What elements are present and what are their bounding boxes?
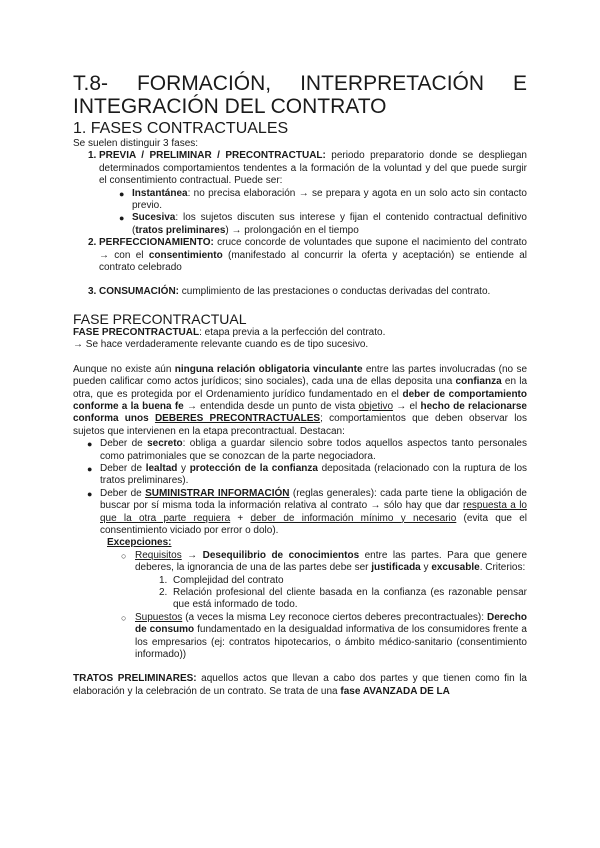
subitem-term: Instantánea xyxy=(132,187,188,199)
exceptions-block xyxy=(85,537,527,661)
section-heading-fases: 1. FASES CONTRACTUALES xyxy=(73,120,289,137)
duty-text: y xyxy=(177,462,190,474)
list-item-supuestos xyxy=(121,612,527,662)
exceptions-label-text: Excepciones: xyxy=(107,537,172,549)
exception-text: (a veces la misma Ley reconoce ciertos deberes precontractuales): xyxy=(182,611,487,623)
para-bold: confianza xyxy=(455,376,502,388)
section-intro: Se suelen distinguir 3 fases: xyxy=(73,138,199,149)
exception-text: entre las partes. Para que genere deberes, la ignorancia de una de las partes debe ser xyxy=(135,549,528,574)
bullet-icon: ● xyxy=(87,439,93,450)
definition-note: → Se hace verdaderamente relevante cuando es de tipo sucesivo. xyxy=(73,339,369,351)
phase-term: CONSUMACIÓN: xyxy=(99,286,179,298)
list-item-phase-1 xyxy=(73,150,527,187)
para-bold-underline: DEBERES PRECONTRACTUALES xyxy=(154,413,321,425)
main-paragraph xyxy=(73,364,527,438)
spacer xyxy=(73,299,527,311)
tratos-term: TRATOS PRELIMINARES: xyxy=(73,673,197,685)
list-number: 2. xyxy=(88,237,97,249)
tratos-bold: fase AVANZADA DE LA xyxy=(340,685,450,697)
para-bold: ninguna relación obligatoria vinculante xyxy=(174,363,363,375)
para-text: en la otra, que es protegida por el Ordenamiento jurídico fundamentado en el xyxy=(73,376,528,400)
criteria-number: 2. xyxy=(159,587,168,598)
para-bold: hecho de relacionarse conforma unos xyxy=(73,400,527,425)
duty-text: (reglas generales): cada parte tiene la obligación de buscar por sí misma toda la información relativa al contrato → sólo hay que dar xyxy=(100,487,527,512)
exception-text: fundamentado en la desigualdad informativa de los consumidores frente a los empresarios (ej: contratos hipotecarios, o ámbito médico-sanitario (consentimiento informado)) xyxy=(135,624,527,661)
list-item-requisitos xyxy=(121,550,527,612)
bullet-icon: ● xyxy=(87,488,93,499)
exception-bold: justificada xyxy=(371,562,421,574)
duty-text: : obliga a guardar silencio sobre todos aquellos aspectos tanto personales como patrimoniales que se conozcan de la parte negociadora. xyxy=(100,438,527,462)
spacer xyxy=(73,352,527,364)
spacer xyxy=(73,661,527,673)
para-text: ; comportamientos que deben observar los sujetos que intervienen en la etapa precontractual. Destacan: xyxy=(73,413,527,437)
definition xyxy=(73,327,527,339)
spacer xyxy=(73,274,527,286)
duty-bold-underline: SUMINISTRAR INFORMACIÓN xyxy=(145,487,290,499)
document-content xyxy=(73,72,527,698)
duties-list xyxy=(85,438,527,661)
list-item-lealtad xyxy=(85,463,527,488)
list-item-sucesiva xyxy=(117,212,527,237)
phase-bold: consentimiento xyxy=(148,249,223,261)
list-item-informacion xyxy=(85,488,527,538)
criteria-text: Relación profesional del cliente basada en la confianza (es razonable pensar que está informado de todo. xyxy=(173,587,527,611)
duty-text: Deber de xyxy=(100,487,146,499)
list-number: 1. xyxy=(88,150,97,162)
exception-underline: Requisitos xyxy=(135,549,182,561)
exception-underline: Supuestos xyxy=(135,611,183,623)
list-number: 3. xyxy=(88,286,97,298)
circle-bullet-icon: ○ xyxy=(121,550,127,561)
para-bold: deber de comportamiento conforme a la buena fe xyxy=(73,388,527,412)
phase-text: cruce concorde de voluntades que supone el nacimiento del contrato → con el xyxy=(99,237,527,261)
duty-bold: secreto xyxy=(147,438,183,450)
para-underline: objetivo xyxy=(358,400,394,412)
criteria-item xyxy=(159,575,527,587)
page-title-line-1: T.8- FORMACIÓN, INTERPRETACIÓN E xyxy=(73,72,527,95)
phase-text: cumplimiento de las prestaciones o conductas derivadas del contrato. xyxy=(179,286,491,298)
para-text: entre las partes involucradas (no se pueden calificar como actos jurídicos; sino sociales), cada una de ellas deposita una xyxy=(73,363,528,388)
bullet-icon: ● xyxy=(87,463,93,474)
criteria-number: 1. xyxy=(159,574,168,586)
list-item-secreto xyxy=(85,438,527,463)
criteria-text: Complejidad del contrato xyxy=(173,574,284,586)
phase-term: PREVIA / PRELIMINAR / PRECONTRACTUAL: xyxy=(99,150,326,162)
duty-text: (evita que el consentimiento viciado por error o dolo). xyxy=(100,512,527,536)
duty-text: Deber de xyxy=(100,438,148,450)
definition-term: FASE PRECONTRACTUAL xyxy=(73,326,200,338)
tratos-paragraph xyxy=(73,673,527,698)
duty-bold: lealtad xyxy=(145,462,178,474)
para-text: → el xyxy=(393,400,421,412)
list-item-phase-3 xyxy=(73,286,527,298)
duty-bold: protección de la confianza xyxy=(189,462,318,474)
exception-bold: Derecho de consumo xyxy=(135,611,527,636)
circle-bullet-icon: ○ xyxy=(121,612,127,623)
exception-bold: Desequilibrio de conocimientos xyxy=(202,549,360,561)
exceptions-label xyxy=(107,537,527,549)
bullet-icon: ● xyxy=(119,188,125,199)
duty-underline: deber de información mínimo y necesario xyxy=(250,512,457,524)
subitem-term: Sucesiva xyxy=(132,212,176,224)
phases-list xyxy=(73,150,527,298)
phase-text: periodo preparatorio donde se despliegan determinados comportamientos tendentes a la formación de la voluntad y del que puede surgir el consentimiento contractual. Puede ser: xyxy=(99,150,527,187)
bullet-icon: ● xyxy=(119,213,125,224)
exception-text: → xyxy=(181,549,203,561)
list-item-phase-2 xyxy=(73,237,527,274)
duty-text: Deber de xyxy=(100,462,146,474)
subitem-text: ) → prolongación en el tiempo xyxy=(225,224,359,236)
para-text: → entendida desde un punto de vista xyxy=(183,400,359,412)
duty-text: depositada (relacionado con la ruptura de los tratos preliminares). xyxy=(100,462,528,487)
duty-underline: respuesta a lo que la otra parte requiera xyxy=(100,500,527,524)
phase-text: (manifestado al concurrir la oferta y aceptación) se entiende al contrato celebrado xyxy=(99,249,527,274)
subitem-text: : no precisa elaboración → se prepara y agota en un solo acto sin contacto previo. xyxy=(132,187,527,212)
subitem-text: : los sujetos discuten sus interese y fijan el contenido contractual definitivo ( xyxy=(132,212,527,236)
section-heading-fase-precontractual: FASE PRECONTRACTUAL xyxy=(73,310,247,327)
criteria-item xyxy=(159,587,527,612)
phase-term: PERFECCIONAMIENTO: xyxy=(99,237,214,249)
tratos-text: aquellos actos que llevan a cabo dos partes y que tienen como fin la elaboración y la celebración de un contrato. Se trata de una xyxy=(73,673,527,697)
exception-bold: excusable xyxy=(431,562,480,574)
subitem-bold: tratos preliminares xyxy=(135,224,226,236)
page-title-line-2: INTEGRACIÓN DEL CONTRATO xyxy=(73,95,387,118)
definition-text: : etapa previa a la perfección del contrato. xyxy=(199,326,386,338)
exception-text: . Criterios: xyxy=(479,562,526,574)
duty-text: + xyxy=(230,512,251,524)
exception-text: y xyxy=(420,562,432,574)
para-text: Aunque no existe aún xyxy=(73,363,175,375)
list-item-instantanea xyxy=(117,188,527,213)
